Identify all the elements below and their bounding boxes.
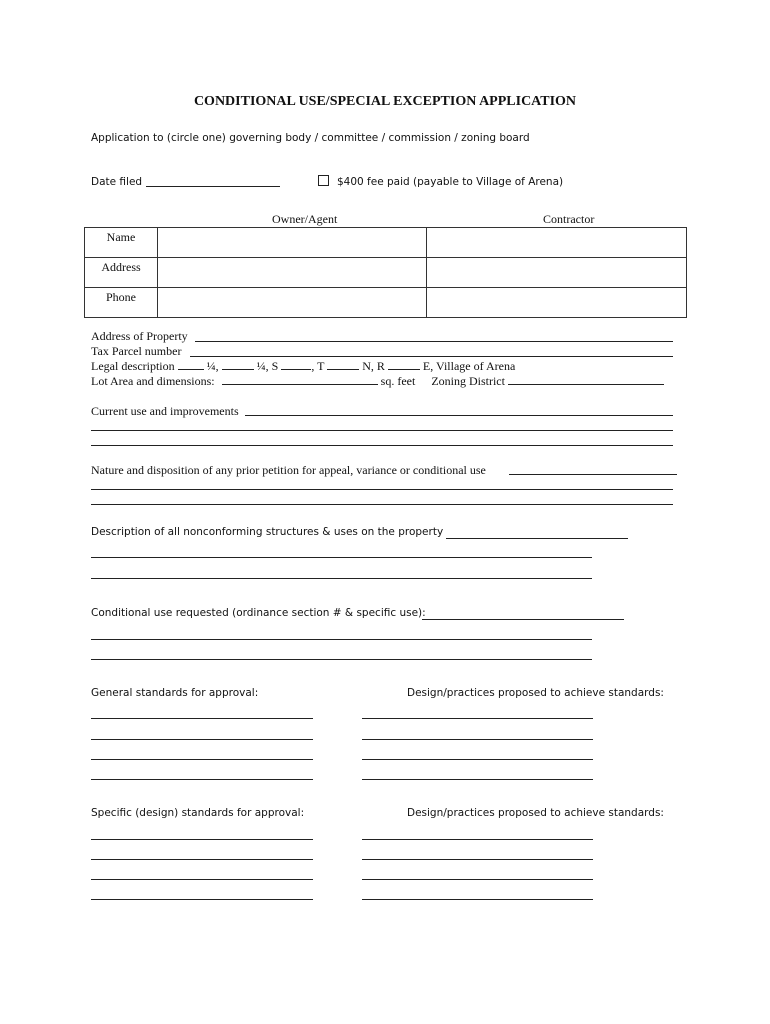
current-use-label: Current use and improvements [91,404,239,418]
address-of-property-label: Address of Property [91,329,188,343]
owner-agent-header: Owner/Agent [272,212,338,226]
contractor-name-field[interactable] [427,228,687,258]
fee-paid-checkbox[interactable] [318,175,329,186]
general-standards-field-3[interactable] [91,759,313,760]
contractor-address-field[interactable] [427,258,687,288]
nonconforming-field-1[interactable] [446,538,628,539]
table-row [85,288,687,318]
fee-paid-row [318,175,563,188]
current-use-field-1[interactable] [245,415,673,416]
specific-standards-label: Specific (design) standards for approval: [91,807,305,819]
village-label: E, Village of Arena [422,359,516,373]
design-practices-label: Design/practices proposed to achieve standards: [407,687,664,699]
specific-design-practices-field-4[interactable] [362,899,593,900]
prior-petition-label: Nature and disposition of any prior petition for appeal, variance or conditional use [91,463,486,477]
quarter-label-1: ¼, [206,359,219,373]
row-label-phone: Phone [85,288,158,318]
conditional-use-field-3[interactable] [91,659,592,660]
tax-parcel-field[interactable] [190,356,673,357]
row-label-address: Address [85,258,158,288]
sq-feet-label: sq. feet [380,374,416,388]
lot-area-row [91,374,664,389]
application-to-text: Application to (circle one) governing body / committee / commission / zoning board [91,132,530,144]
prior-petition-field-2[interactable] [91,489,673,490]
zoning-district-field[interactable] [508,374,664,385]
design-practices-field-2[interactable] [362,739,593,740]
design-practices-field-1[interactable] [362,718,593,719]
zoning-district-label: Zoning District [431,374,505,388]
contractor-header: Contractor [543,212,595,226]
table-row [85,258,687,288]
township-field[interactable] [327,359,359,370]
current-use-field-3[interactable] [91,445,673,446]
general-standards-label: General standards for approval: [91,687,259,699]
table-row [85,228,687,258]
general-standards-field-2[interactable] [91,739,313,740]
specific-design-practices-field-1[interactable] [362,839,593,840]
party-table [84,227,687,318]
date-filed-label: Date filed [91,176,143,188]
conditional-use-field-1[interactable] [422,619,624,620]
specific-standards-field-3[interactable] [91,879,313,880]
nonconforming-field-3[interactable] [91,578,592,579]
section-field[interactable] [281,359,311,370]
owner-phone-field[interactable] [158,288,427,318]
specific-design-practices-field-3[interactable] [362,879,593,880]
lot-area-label: Lot Area and dimensions: [91,374,215,388]
lot-area-field[interactable] [222,374,378,385]
specific-standards-field-1[interactable] [91,839,313,840]
owner-name-field[interactable] [158,228,427,258]
date-filed-field[interactable] [146,186,280,187]
legal-description-label: Legal description [91,359,175,373]
specific-standards-field-2[interactable] [91,859,313,860]
row-label-name: Name [85,228,158,258]
range-label: N, R [362,359,385,373]
specific-design-practices-field-2[interactable] [362,859,593,860]
contractor-phone-field[interactable] [427,288,687,318]
owner-address-field[interactable] [158,258,427,288]
nonconforming-label: Description of all nonconforming structures & uses on the property [91,526,444,538]
tax-parcel-label: Tax Parcel number [91,344,182,358]
township-label: , T [311,359,325,373]
design-practices-field-3[interactable] [362,759,593,760]
nonconforming-field-2[interactable] [91,557,592,558]
current-use-field-2[interactable] [91,430,673,431]
prior-petition-field-1[interactable] [509,474,677,475]
general-standards-field-1[interactable] [91,718,313,719]
general-standards-field-4[interactable] [91,779,313,780]
form-title: CONDITIONAL USE/SPECIAL EXCEPTION APPLICATION [193,94,577,109]
fee-paid-label: $400 fee paid (payable to Village of Arena) [337,176,564,188]
conditional-use-field-2[interactable] [91,639,592,640]
range-field[interactable] [388,359,420,370]
design-practices-label-2: Design/practices proposed to achieve standards: [407,807,664,819]
address-of-property-field[interactable] [195,341,673,342]
quarter-field[interactable] [222,359,254,370]
quarter-quarter-field[interactable] [178,359,204,370]
legal-description-row [91,359,515,374]
conditional-use-label: Conditional use requested (ordinance section # & specific use): [91,607,426,619]
section-label: ¼, S [256,359,279,373]
design-practices-field-4[interactable] [362,779,593,780]
specific-standards-field-4[interactable] [91,899,313,900]
prior-petition-field-3[interactable] [91,504,673,505]
